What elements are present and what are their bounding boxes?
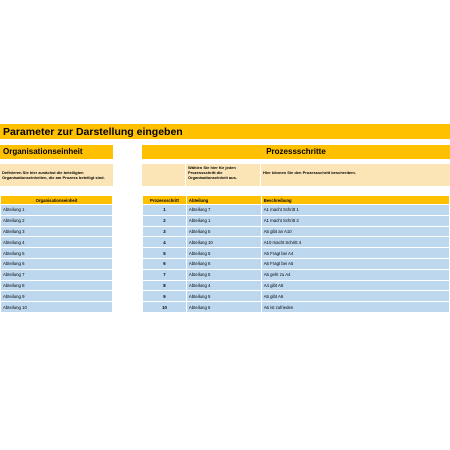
dept-cell[interactable]: Abteilung 7 xyxy=(186,205,261,216)
process-header xyxy=(142,145,450,159)
spreadsheet xyxy=(0,124,450,328)
page-title: Parameter zur Darstellung eingeben xyxy=(3,126,183,138)
table-row xyxy=(1,280,113,291)
step-cell[interactable]: 2 xyxy=(143,215,187,226)
org-cell[interactable]: Abteilung 4 xyxy=(1,237,113,248)
org-description xyxy=(0,164,113,186)
dept-cell[interactable]: Abteilung 10 xyxy=(186,237,261,248)
org-cell[interactable]: Abteilung 7 xyxy=(1,269,113,280)
table-row xyxy=(1,205,113,216)
dept-cell[interactable]: Abteilung 5 xyxy=(186,226,261,237)
step-cell[interactable]: 9 xyxy=(143,291,187,302)
step-cell[interactable]: 5 xyxy=(143,248,187,259)
desc-cell[interactable]: A5 geht zu A4 xyxy=(261,269,449,280)
dept-cell[interactable]: Abteilung 1 xyxy=(186,215,261,226)
table-row xyxy=(143,280,450,291)
table-row xyxy=(143,215,450,226)
org-cell[interactable]: Abteilung 9 xyxy=(1,291,113,302)
table-row xyxy=(1,258,113,269)
table-row xyxy=(1,237,113,248)
table-row xyxy=(1,226,113,237)
step-cell[interactable]: 7 xyxy=(143,269,187,280)
process-desc-col3 xyxy=(261,164,450,186)
process-desc-col3-text: Hier können Sie den Prozessschritt beschreiben. xyxy=(263,170,356,175)
step-cell[interactable]: 6 xyxy=(143,258,187,269)
table-row xyxy=(143,269,450,280)
desc-cell[interactable]: A5 gibt A6 xyxy=(261,291,449,302)
table-row xyxy=(1,248,113,259)
org-cell[interactable]: Abteilung 6 xyxy=(1,258,113,269)
desc-cell[interactable]: A5 Fragt bei A4 xyxy=(261,248,449,259)
step-cell[interactable]: 10 xyxy=(143,302,187,313)
process-desc-col2 xyxy=(186,164,260,186)
org-header xyxy=(0,145,113,159)
col-header-step: Prozessschritt xyxy=(143,196,187,205)
desc-cell[interactable]: A1 macht Schritt 2 xyxy=(261,215,449,226)
org-header-label: Organisationseinheit xyxy=(3,147,83,156)
process-header-label: Prozessschritte xyxy=(266,147,326,156)
org-table xyxy=(0,195,113,313)
org-column-header: Organisationseinheit xyxy=(1,196,113,205)
table-row xyxy=(143,237,450,248)
process-table xyxy=(142,195,450,313)
desc-cell[interactable]: A5 gibt an A10 xyxy=(261,226,449,237)
col-header-dept: Abteilung xyxy=(186,196,261,205)
dept-cell[interactable]: Abteilung 5 xyxy=(186,291,261,302)
desc-cell[interactable]: A4 gibt A5 xyxy=(261,280,449,291)
org-cell[interactable]: Abteilung 5 xyxy=(1,248,113,259)
table-row xyxy=(143,248,450,259)
org-description-text: Definieren Sie hier zunächst die beteiligten Organisationseinheiten, die am Prozess beteiligt sind. xyxy=(2,170,105,180)
org-cell[interactable]: Abteilung 10 xyxy=(1,302,113,313)
org-cell[interactable]: Abteilung 1 xyxy=(1,205,113,216)
step-cell[interactable]: 8 xyxy=(143,280,187,291)
desc-cell[interactable]: A6 ist zufrieden xyxy=(261,302,449,313)
col-header-desc: Beschreibung xyxy=(261,196,449,205)
org-cell[interactable]: Abteilung 8 xyxy=(1,280,113,291)
dept-cell[interactable]: Abteilung 5 xyxy=(186,269,261,280)
table-row xyxy=(143,258,450,269)
table-row xyxy=(1,269,113,280)
table-row xyxy=(1,302,113,313)
desc-cell[interactable]: A1 macht Schritt 1 xyxy=(261,205,449,216)
desc-cell[interactable]: A10 macht Schritt 4 xyxy=(261,237,449,248)
table-row xyxy=(1,291,113,302)
step-cell[interactable]: 1 xyxy=(143,205,187,216)
table-row xyxy=(143,205,450,216)
process-desc-col2-text: Wählen Sie hier für jeden Prozessschritt die Organisationseinheit aus. xyxy=(188,165,237,180)
dept-cell[interactable]: Abteilung 6 xyxy=(186,302,261,313)
title-bar xyxy=(0,124,450,140)
process-desc-col1 xyxy=(142,164,185,186)
table-row xyxy=(143,302,450,313)
desc-cell[interactable]: A6 Fragt bei A5 xyxy=(261,258,449,269)
table-row xyxy=(1,215,113,226)
dept-cell[interactable]: Abteilung 5 xyxy=(186,248,261,259)
step-cell[interactable]: 3 xyxy=(143,226,187,237)
dept-cell[interactable]: Abteilung 4 xyxy=(186,280,261,291)
step-cell[interactable]: 4 xyxy=(143,237,187,248)
table-row xyxy=(143,291,450,302)
org-cell[interactable]: Abteilung 3 xyxy=(1,226,113,237)
org-cell[interactable]: Abteilung 2 xyxy=(1,215,113,226)
dept-cell[interactable]: Abteilung 6 xyxy=(186,258,261,269)
table-row xyxy=(143,226,450,237)
